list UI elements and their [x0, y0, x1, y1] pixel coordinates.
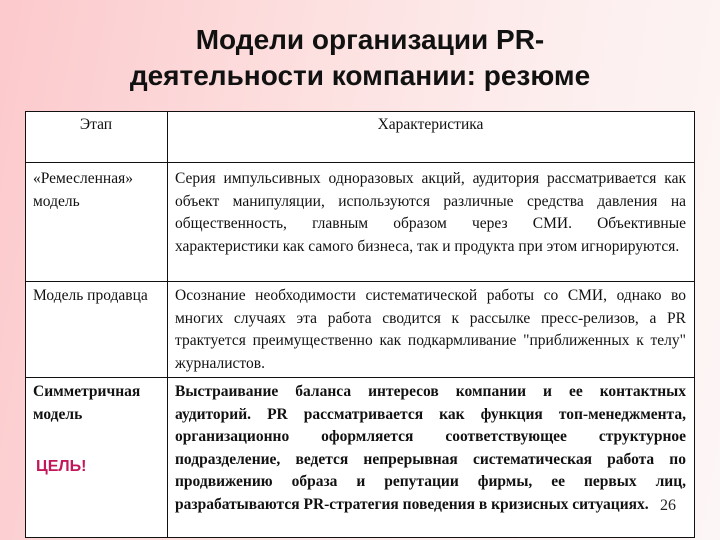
pr-models-table: [25, 111, 695, 538]
description-cell: Серия импульсивных одноразовых акций, аудитория рассматривается как объект манипуляции, используются различные средства давления на общественность, главным образом через СМИ. Объективные характеристики как самого бизнеса, так и продукта при этом игнорируются.: [168, 163, 695, 282]
table-row: [26, 282, 695, 378]
description-cell: Осознание необходимости систематической работы со СМИ, однако во многих случаях эта работа сводится к рассылке пресс-релизов, а PR трактуется преимущественно как подкармливание "приближенных к телу" журналистов.: [168, 282, 695, 378]
slide-title: [0, 22, 720, 94]
stage-label: Симметричная модель: [33, 383, 141, 423]
description-cell: Выстраивание баланса интересов компании и ее контактных аудиторий. PR рассматривается как функция топ-менеджмента, организационно оформляется соответствующее структурное подразделение, ведется непрерывная систематическая работа по продвижению образа и репутации фирмы, ее первых лиц, разрабатываются PR-стратегия поведения в кризисных ситуациях.: [168, 378, 695, 538]
goal-note: ЦЕЛЬ!: [36, 458, 87, 475]
page-number: 26: [660, 497, 676, 514]
stage-cell: Модель продавца: [26, 282, 168, 378]
table-row: [26, 163, 695, 282]
table-header-row: [26, 112, 695, 163]
slide-title-line-1: Модели организации PR-: [195, 24, 545, 55]
stage-cell: [26, 378, 168, 538]
stage-cell: «Ремесленная» модель: [26, 163, 168, 282]
table-row: [26, 378, 695, 538]
header-stage: Этап: [26, 112, 168, 163]
header-characteristic: Характеристика: [168, 112, 695, 163]
slide-title-line-2: деятельности компании: резюме: [129, 60, 591, 91]
